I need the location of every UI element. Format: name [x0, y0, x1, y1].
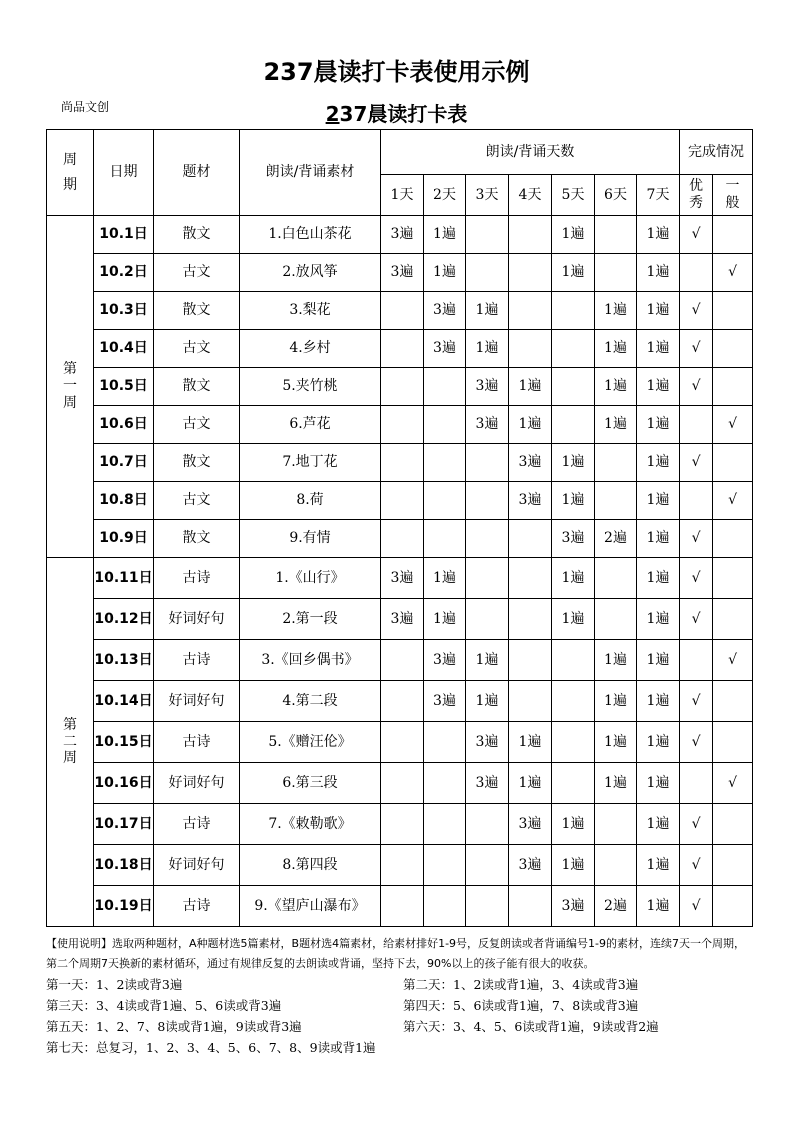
day-7-cell: 1遍: [637, 886, 680, 927]
date-cell: 10.4日: [94, 330, 154, 368]
excellent-check: √: [680, 330, 713, 368]
table-row: [47, 330, 753, 368]
genre-cell: 古文: [154, 254, 240, 292]
table-row: [47, 444, 753, 482]
day-2-cell: [424, 406, 466, 444]
header-day-3: 3天: [466, 175, 509, 216]
table-row: [47, 482, 753, 520]
table-row: [47, 722, 753, 763]
plan-day-6: 第六天：3、4、5、6读或背1遍，9读或背2遍: [403, 1019, 659, 1034]
header-excellent-line1: 优: [689, 178, 704, 195]
day-1-cell: [381, 368, 424, 406]
plan-day-4: 第四天：5、6读或背1遍，7、8读或背3遍: [403, 998, 639, 1013]
day-5-cell: 1遍: [552, 804, 595, 845]
day-3-cell: [466, 520, 509, 558]
excellent-check: √: [680, 292, 713, 330]
day-7-cell: 1遍: [637, 254, 680, 292]
day-4-cell: 3遍: [509, 444, 552, 482]
date-cell: 10.17日: [94, 804, 154, 845]
day-5-cell: 1遍: [552, 599, 595, 640]
day-4-cell: 1遍: [509, 368, 552, 406]
date-cell: 10.6日: [94, 406, 154, 444]
day-6-cell: 1遍: [595, 640, 637, 681]
excellent-check: √: [680, 558, 713, 599]
day-7-cell: 1遍: [637, 558, 680, 599]
day-5-cell: 1遍: [552, 254, 595, 292]
day-7-cell: 1遍: [637, 482, 680, 520]
week-label-char: 第: [63, 716, 77, 733]
day-5-cell: [552, 722, 595, 763]
day-4-cell: 3遍: [509, 804, 552, 845]
genre-cell: 好词好句: [154, 763, 240, 804]
day-7-cell: 1遍: [637, 520, 680, 558]
date-cell: 10.7日: [94, 444, 154, 482]
date-cell: 10.3日: [94, 292, 154, 330]
date-cell: 10.18日: [94, 845, 154, 886]
material-cell: 2.第一段: [240, 599, 381, 640]
header-date: 日期: [94, 130, 154, 216]
excellent-check: [680, 406, 713, 444]
day-6-cell: [595, 444, 637, 482]
day-7-cell: 1遍: [637, 763, 680, 804]
material-cell: 3.梨花: [240, 292, 381, 330]
day-6-cell: 1遍: [595, 330, 637, 368]
header-day-2: 2天: [424, 175, 466, 216]
day-6-cell: 2遍: [595, 886, 637, 927]
material-cell: 6.芦花: [240, 406, 381, 444]
instructions: 【使用说明】选取两种题材，A种题材选5篇素材，B题材选4篇素材，给素材排好1-9号，反复朗读或者背诵编号1-9的素材，连续7天一个周期，第二个周期7天换新的素材循环，通过有规律反复的去朗读或背诵，坚持下去，90%以上的孩子能有很大的收获。: [46, 937, 745, 970]
day-2-cell: [424, 804, 466, 845]
excellent-check: [680, 763, 713, 804]
normal-check: [713, 216, 753, 254]
day-4-cell: [509, 886, 552, 927]
date-cell: 10.19日: [94, 886, 154, 927]
genre-cell: 古文: [154, 482, 240, 520]
table-row: [47, 886, 753, 927]
header-day-4: 4天: [509, 175, 552, 216]
day-3-cell: [466, 886, 509, 927]
day-6-cell: 1遍: [595, 368, 637, 406]
table-row: [47, 406, 753, 444]
material-cell: 9.《望庐山瀑布》: [240, 886, 381, 927]
checkin-table: [46, 129, 753, 927]
normal-check: [713, 845, 753, 886]
day-5-cell: [552, 292, 595, 330]
date-cell: 10.5日: [94, 368, 154, 406]
day-6-cell: 1遍: [595, 292, 637, 330]
table-row: [47, 558, 753, 599]
day-4-cell: [509, 558, 552, 599]
day-2-cell: [424, 482, 466, 520]
excellent-check: √: [680, 681, 713, 722]
material-cell: 5.夹竹桃: [240, 368, 381, 406]
day-3-cell: [466, 444, 509, 482]
day-3-cell: [466, 558, 509, 599]
day-1-cell: 3遍: [381, 599, 424, 640]
day-4-cell: [509, 520, 552, 558]
normal-check: [713, 722, 753, 763]
table-row: [47, 640, 753, 681]
normal-check: [713, 681, 753, 722]
header-excellent-line2: 秀: [689, 195, 704, 211]
genre-cell: 古诗: [154, 640, 240, 681]
day-1-cell: [381, 406, 424, 444]
normal-check: [713, 330, 753, 368]
day-2-cell: [424, 520, 466, 558]
genre-cell: 古诗: [154, 558, 240, 599]
week-label-char: 二: [63, 733, 77, 750]
header-days-group: 朗读/背诵天数: [381, 130, 680, 175]
material-cell: 9.有情: [240, 520, 381, 558]
table-row: [47, 763, 753, 804]
day-2-cell: 1遍: [424, 599, 466, 640]
day-4-cell: 3遍: [509, 482, 552, 520]
day-1-cell: 3遍: [381, 558, 424, 599]
day-5-cell: [552, 640, 595, 681]
day-3-cell: 3遍: [466, 722, 509, 763]
header-week-line1: 周: [63, 151, 77, 168]
material-cell: 8.荷: [240, 482, 381, 520]
date-cell: 10.15日: [94, 722, 154, 763]
day-4-cell: 3遍: [509, 845, 552, 886]
day-1-cell: [381, 520, 424, 558]
header-normal-line2: 般: [725, 195, 740, 211]
day-5-cell: 3遍: [552, 520, 595, 558]
day-7-cell: 1遍: [637, 330, 680, 368]
day-4-cell: [509, 681, 552, 722]
day-6-cell: [595, 254, 637, 292]
plan-day-1: 第一天：1、2读或背3遍: [46, 977, 183, 992]
excellent-check: √: [680, 520, 713, 558]
normal-check: [713, 444, 753, 482]
day-6-cell: 2遍: [595, 520, 637, 558]
day-6-cell: [595, 216, 637, 254]
day-2-cell: [424, 845, 466, 886]
table-row: [47, 681, 753, 722]
excellent-check: √: [680, 216, 713, 254]
day-4-cell: [509, 599, 552, 640]
day-3-cell: [466, 254, 509, 292]
excellent-check: [680, 254, 713, 292]
header-done-group: 完成情况: [680, 130, 753, 175]
day-6-cell: [595, 845, 637, 886]
day-1-cell: [381, 444, 424, 482]
week-label-char: 周: [63, 394, 77, 411]
excellent-check: [680, 640, 713, 681]
genre-cell: 散文: [154, 368, 240, 406]
date-cell: 10.8日: [94, 482, 154, 520]
day-6-cell: 1遍: [595, 722, 637, 763]
header-week-line2: 期: [63, 176, 77, 193]
normal-check: [713, 886, 753, 927]
day-4-cell: [509, 216, 552, 254]
genre-cell: 古文: [154, 406, 240, 444]
day-7-cell: 1遍: [637, 845, 680, 886]
day-3-cell: 1遍: [466, 292, 509, 330]
normal-check: √: [713, 254, 753, 292]
normal-check: [713, 368, 753, 406]
day-2-cell: [424, 722, 466, 763]
day-4-cell: [509, 330, 552, 368]
header-week: [47, 130, 94, 216]
day-6-cell: [595, 804, 637, 845]
day-5-cell: 3遍: [552, 886, 595, 927]
week-label-char: 一: [63, 378, 77, 395]
table-row: [47, 804, 753, 845]
day-3-cell: 3遍: [466, 763, 509, 804]
excellent-check: √: [680, 804, 713, 845]
day-5-cell: [552, 368, 595, 406]
header-day-1: 1天: [381, 175, 424, 216]
header-day-6: 6天: [595, 175, 637, 216]
normal-check: √: [713, 406, 753, 444]
day-4-cell: [509, 640, 552, 681]
day-5-cell: [552, 330, 595, 368]
excellent-check: √: [680, 368, 713, 406]
genre-cell: 散文: [154, 444, 240, 482]
day-7-cell: 1遍: [637, 406, 680, 444]
header-day-7: 7天: [637, 175, 680, 216]
excellent-check: √: [680, 722, 713, 763]
day-1-cell: [381, 845, 424, 886]
material-cell: 1.《山行》: [240, 558, 381, 599]
genre-cell: 古诗: [154, 722, 240, 763]
table-title-rest: 37晨读打卡表: [339, 102, 468, 126]
day-2-cell: 3遍: [424, 292, 466, 330]
day-1-cell: 3遍: [381, 254, 424, 292]
day-5-cell: 1遍: [552, 558, 595, 599]
day-4-cell: 1遍: [509, 763, 552, 804]
day-2-cell: 1遍: [424, 254, 466, 292]
day-5-cell: 1遍: [552, 444, 595, 482]
week-label: [47, 558, 94, 927]
material-cell: 4.乡村: [240, 330, 381, 368]
day-3-cell: 1遍: [466, 640, 509, 681]
plan-day-3: 第三天：3、4读或背1遍、5、6读或背3遍: [46, 998, 282, 1013]
week-label-char: 第: [63, 361, 77, 378]
excellent-check: √: [680, 444, 713, 482]
day-2-cell: 3遍: [424, 640, 466, 681]
day-6-cell: [595, 482, 637, 520]
table-title-prefix: 2: [325, 102, 340, 126]
day-3-cell: 3遍: [466, 368, 509, 406]
material-cell: 5.《赠汪伦》: [240, 722, 381, 763]
table-row: [47, 845, 753, 886]
day-6-cell: 1遍: [595, 681, 637, 722]
day-1-cell: 3遍: [381, 216, 424, 254]
day-6-cell: 1遍: [595, 763, 637, 804]
day-3-cell: 1遍: [466, 330, 509, 368]
normal-check: √: [713, 482, 753, 520]
page-title: 237晨读打卡表使用示例: [263, 58, 530, 86]
day-3-cell: 1遍: [466, 681, 509, 722]
genre-cell: 好词好句: [154, 845, 240, 886]
excellent-check: √: [680, 845, 713, 886]
header-row-1: [47, 130, 753, 175]
day-3-cell: [466, 216, 509, 254]
excellent-check: √: [680, 599, 713, 640]
genre-cell: 散文: [154, 292, 240, 330]
header-day-5: 5天: [552, 175, 595, 216]
day-3-cell: [466, 599, 509, 640]
table-row: [47, 292, 753, 330]
day-3-cell: [466, 804, 509, 845]
normal-check: [713, 520, 753, 558]
day-5-cell: 1遍: [552, 845, 595, 886]
day-6-cell: 1遍: [595, 406, 637, 444]
normal-check: √: [713, 763, 753, 804]
table-title: [0, 98, 793, 127]
material-cell: 6.第三段: [240, 763, 381, 804]
genre-cell: 散文: [154, 520, 240, 558]
day-5-cell: [552, 681, 595, 722]
week-label: [47, 216, 94, 558]
material-cell: 7.《敕勒歌》: [240, 804, 381, 845]
day-1-cell: [381, 482, 424, 520]
normal-check: [713, 804, 753, 845]
day-4-cell: [509, 292, 552, 330]
day-1-cell: [381, 330, 424, 368]
day-2-cell: [424, 886, 466, 927]
table-row: [47, 599, 753, 640]
excellent-check: √: [680, 886, 713, 927]
genre-cell: 散文: [154, 216, 240, 254]
day-7-cell: 1遍: [637, 444, 680, 482]
day-1-cell: [381, 886, 424, 927]
header-genre: 题材: [154, 130, 240, 216]
day-2-cell: 3遍: [424, 681, 466, 722]
material-cell: 4.第二段: [240, 681, 381, 722]
table-row: [47, 520, 753, 558]
day-2-cell: [424, 368, 466, 406]
normal-check: √: [713, 640, 753, 681]
day-2-cell: 3遍: [424, 330, 466, 368]
week-label-char: 周: [63, 750, 77, 767]
day-2-cell: 1遍: [424, 216, 466, 254]
day-7-cell: 1遍: [637, 292, 680, 330]
plan-day-7: 第七天：总复习，1、2、3、4、5、6、7、8、9读或背1遍: [46, 1040, 376, 1055]
plan-day-2: 第二天：1、2读或背1遍，3、4读或背3遍: [403, 977, 639, 992]
day-5-cell: 1遍: [552, 216, 595, 254]
day-6-cell: [595, 558, 637, 599]
day-7-cell: 1遍: [637, 722, 680, 763]
day-3-cell: [466, 482, 509, 520]
material-cell: 2.放风筝: [240, 254, 381, 292]
day-7-cell: 1遍: [637, 368, 680, 406]
day-7-cell: 1遍: [637, 640, 680, 681]
day-4-cell: 1遍: [509, 406, 552, 444]
date-cell: 10.12日: [94, 599, 154, 640]
day-7-cell: 1遍: [637, 216, 680, 254]
header-material: 朗读/背诵素材: [240, 130, 381, 216]
day-1-cell: [381, 804, 424, 845]
day-1-cell: [381, 722, 424, 763]
day-5-cell: [552, 763, 595, 804]
day-4-cell: [509, 254, 552, 292]
material-cell: 3.《回乡偶书》: [240, 640, 381, 681]
day-5-cell: [552, 406, 595, 444]
date-cell: 10.13日: [94, 640, 154, 681]
excellent-check: [680, 482, 713, 520]
normal-check: [713, 558, 753, 599]
day-2-cell: [424, 444, 466, 482]
material-cell: 7.地丁花: [240, 444, 381, 482]
table-row: [47, 368, 753, 406]
day-1-cell: [381, 763, 424, 804]
header-normal: [713, 175, 753, 216]
date-cell: 10.16日: [94, 763, 154, 804]
normal-check: [713, 599, 753, 640]
day-2-cell: [424, 763, 466, 804]
genre-cell: 古文: [154, 330, 240, 368]
date-cell: 10.11日: [94, 558, 154, 599]
genre-cell: 古诗: [154, 804, 240, 845]
day-1-cell: [381, 681, 424, 722]
day-4-cell: 1遍: [509, 722, 552, 763]
header-normal-line1: 一: [725, 178, 740, 195]
day-7-cell: 1遍: [637, 804, 680, 845]
table-row: [47, 254, 753, 292]
normal-check: [713, 292, 753, 330]
header-excellent: [680, 175, 713, 216]
day-5-cell: 1遍: [552, 482, 595, 520]
day-3-cell: [466, 845, 509, 886]
plan-day-5: 第五天：1、2、7、8读或背1遍，9读或背3遍: [46, 1019, 302, 1034]
brand-label: 尚品文创: [61, 100, 110, 114]
date-cell: 10.2日: [94, 254, 154, 292]
date-cell: 10.9日: [94, 520, 154, 558]
day-6-cell: [595, 599, 637, 640]
genre-cell: 古诗: [154, 886, 240, 927]
table-row: [47, 216, 753, 254]
table-body: [47, 130, 753, 927]
day-7-cell: 1遍: [637, 681, 680, 722]
day-1-cell: [381, 292, 424, 330]
material-cell: 8.第四段: [240, 845, 381, 886]
genre-cell: 好词好句: [154, 599, 240, 640]
day-2-cell: 1遍: [424, 558, 466, 599]
date-cell: 10.1日: [94, 216, 154, 254]
material-cell: 1.白色山茶花: [240, 216, 381, 254]
genre-cell: 好词好句: [154, 681, 240, 722]
day-7-cell: 1遍: [637, 599, 680, 640]
day-3-cell: 3遍: [466, 406, 509, 444]
date-cell: 10.14日: [94, 681, 154, 722]
day-1-cell: [381, 640, 424, 681]
